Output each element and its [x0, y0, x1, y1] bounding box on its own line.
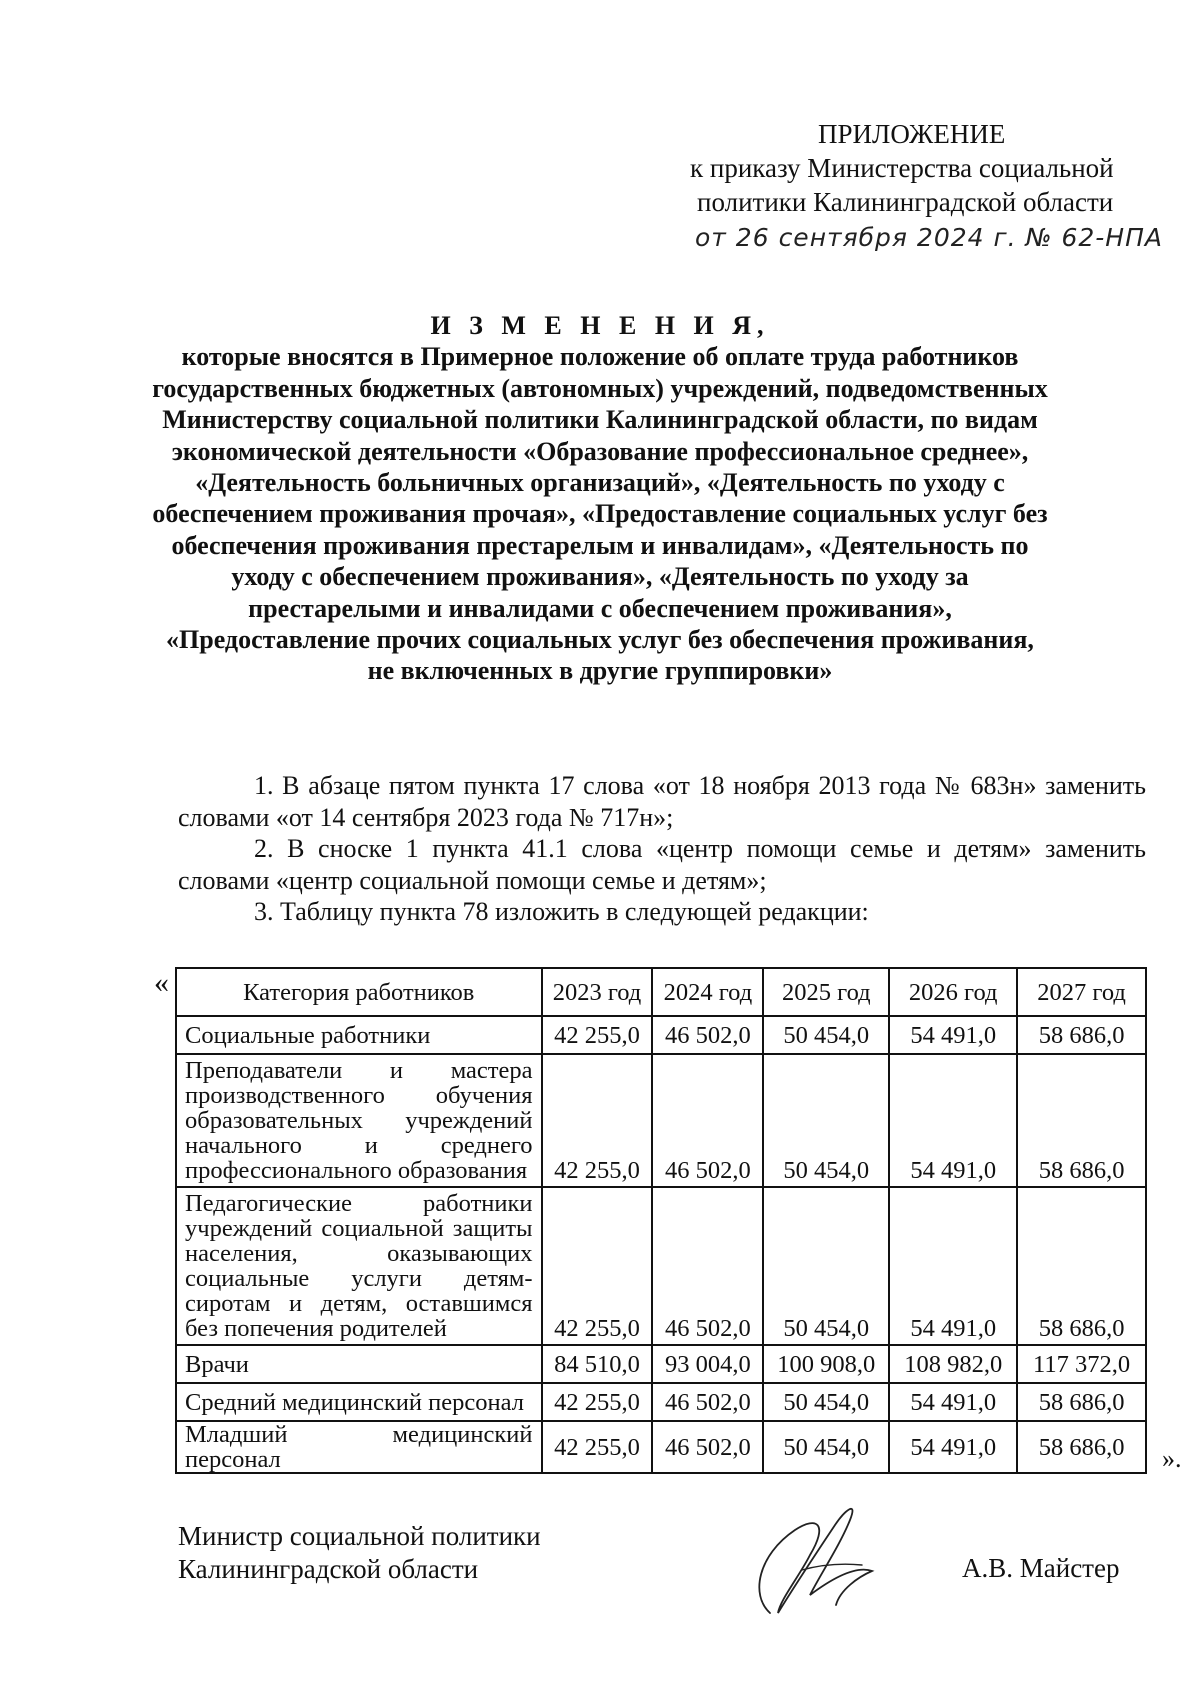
row-value: 50 454,0: [763, 1383, 889, 1421]
amendment-item-2: 2. В сноске 1 пункта 41.1 слова «центр помощи семье и детям» заменить словами «центр социальной помощи семье и детям»;: [178, 834, 1146, 895]
header-year: 2025 год: [763, 968, 889, 1016]
row-category: Социальные работники: [176, 1016, 542, 1054]
header-year: 2027 год: [1017, 968, 1146, 1016]
row-value: 46 502,0: [652, 1054, 763, 1187]
appendix-title: ПРИЛОЖЕНИЕ: [818, 119, 1006, 149]
row-category: Педагогические работники учреждений социальной защиты населения, оказывающих социальные услуги детям-сиротам и детям, оставшимся без попечения родителей: [176, 1187, 542, 1345]
table-row: [176, 1187, 1146, 1345]
row-value: 50 454,0: [763, 1016, 889, 1054]
row-value: 50 454,0: [763, 1187, 889, 1345]
row-value: 42 255,0: [542, 1187, 653, 1345]
row-value: 54 491,0: [889, 1054, 1017, 1187]
row-value: 42 255,0: [542, 1383, 653, 1421]
row-value: 42 255,0: [542, 1054, 653, 1187]
heading-title: И З М Е Н Е Н И Я,: [430, 311, 770, 340]
signatory-position: [178, 1520, 541, 1586]
header-year: 2024 год: [652, 968, 763, 1016]
row-value: 58 686,0: [1017, 1054, 1146, 1187]
header-category: Категория работников: [176, 968, 542, 1016]
row-category: Младший медицинский персонал: [176, 1421, 542, 1473]
row-category: Врачи: [176, 1345, 542, 1383]
row-value: 50 454,0: [763, 1421, 889, 1473]
header-year: 2023 год: [542, 968, 653, 1016]
row-value: 54 491,0: [889, 1016, 1017, 1054]
header-year: 2026 год: [889, 968, 1017, 1016]
table-close-quote: ».: [1162, 1444, 1182, 1473]
row-value: 46 502,0: [652, 1383, 763, 1421]
signatory-name: А.В. Майстер: [962, 1553, 1120, 1583]
row-value: 93 004,0: [652, 1345, 763, 1383]
row-value: 100 908,0: [763, 1345, 889, 1383]
row-value: 42 255,0: [542, 1421, 653, 1473]
row-value: 58 686,0: [1017, 1383, 1146, 1421]
amendment-item-1: 1. В абзаце пятом пункта 17 слова «от 18 ноября 2013 года № 683н» заменить словами «от 14 сентября 2023 года № 717н»;: [178, 771, 1146, 832]
appendix-line2: политики Калининградской области: [697, 187, 1114, 217]
table-header-row: [176, 968, 1146, 1016]
row-value: 117 372,0: [1017, 1345, 1146, 1383]
row-value: 58 686,0: [1017, 1421, 1146, 1473]
row-value: 84 510,0: [542, 1345, 653, 1383]
wages-table: [175, 967, 1147, 1474]
row-category: Средний медицинский персонал: [176, 1383, 542, 1421]
amendments-list: [178, 770, 1146, 928]
row-value: 54 491,0: [889, 1187, 1017, 1345]
handwritten-signature: [740, 1485, 890, 1625]
row-value: 50 454,0: [763, 1054, 889, 1187]
row-value: 58 686,0: [1017, 1187, 1146, 1345]
row-value: 108 982,0: [889, 1345, 1017, 1383]
table-row: [176, 1345, 1146, 1383]
row-value: 42 255,0: [542, 1016, 653, 1054]
row-value: 46 502,0: [652, 1187, 763, 1345]
row-value: 54 491,0: [889, 1383, 1017, 1421]
table-row: [176, 1054, 1146, 1187]
row-category: Преподаватели и мастера производственного обучения образовательных учреждений начального и среднего профессионального образования: [176, 1054, 542, 1187]
signatory-position-line2: Калининградской области: [178, 1554, 479, 1584]
table-row: [176, 1016, 1146, 1054]
table-row: [176, 1383, 1146, 1421]
heading-subtitle: которые вносятся в Примерное положение об оплате труда работников государственных бюджетных (автономных) учреждений, подведомственных Министерству социальной политики Калининградской области, по видам экономической деятельности «Образование профессиональное среднее», «Деятельность больничных организаций», «Деятельность по уходу с обеспечением проживания прочая», «Предоставление социальных услуг без обеспечения проживания престарелым и инвалидам», «Деятельность по уходу с обеспечением проживания», «Деятельность по уходу за престарелыми и инвалидами с обеспечением проживания», «Предоставление прочих социальных услуг без обеспечения проживания, не включенных в другие группировки»: [152, 342, 1048, 686]
amendment-item-3: 3. Таблицу пункта 78 изложить в следующей редакции:: [254, 897, 869, 926]
row-value: 58 686,0: [1017, 1016, 1146, 1054]
document-heading: [150, 310, 1050, 687]
table-open-quote: «: [154, 966, 169, 999]
appendix-line1: к приказу Министерства социальной: [690, 153, 1114, 183]
handwritten-order-date: от 26 сентября 2024 г. № 62-НПА: [695, 223, 1163, 252]
row-value: 46 502,0: [652, 1421, 763, 1473]
table-row: [176, 1421, 1146, 1473]
signatory-position-line1: Министр социальной политики: [178, 1521, 541, 1551]
row-value: 54 491,0: [889, 1421, 1017, 1473]
row-value: 46 502,0: [652, 1016, 763, 1054]
